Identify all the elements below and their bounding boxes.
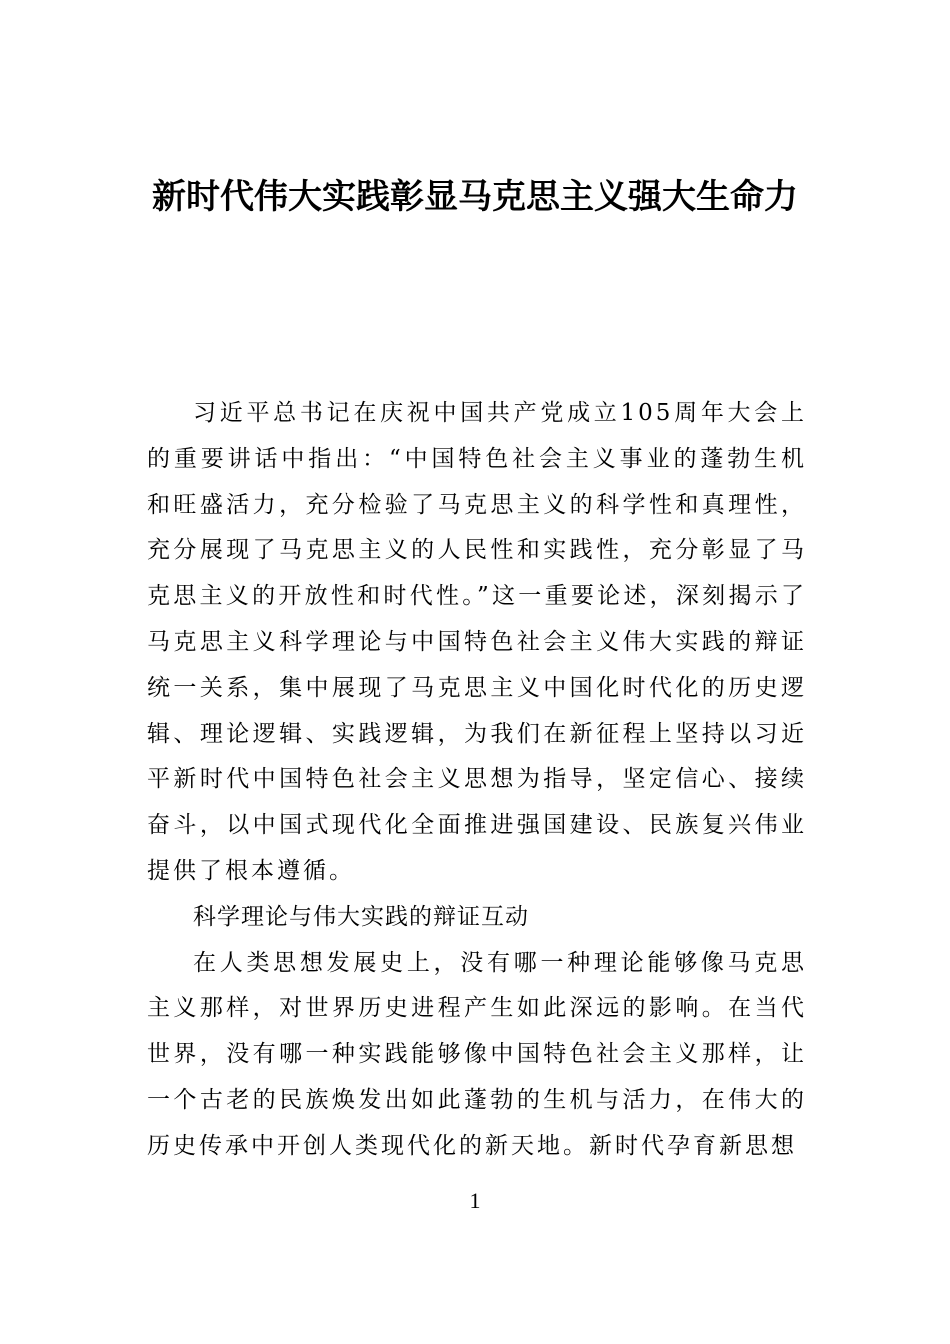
section-heading: 科学理论与伟大实践的辩证互动	[193, 903, 529, 930]
paragraph-section-1: 在人类思想发展史上，没有哪一种理论能够像马克思主义那样，对世界历史进程产生如此深远的影响。在当代世界，没有哪一种实践能够像中国特色社会主义那样，让一个古老的民族焕发出如此蓬勃的生机与活力，在伟大的历史传承中开创人类现代化的新天地。新时代孕育新思想	[147, 949, 807, 1159]
document-title: 新时代伟大实践彰显马克思主义强大生命力	[152, 177, 798, 217]
paragraph-intro: 习近平总书记在庆祝中国共产党成立105周年大会上的重要讲话中指出：“中国特色社会主义事业的蓬勃生机和旺盛活力，充分检验了马克思主义的科学性和真理性，充分展现了马克思主义的人民性和实践性，充分彰显了马克思主义的开放性和时代性。”这一重要论述，深刻揭示了马克思主义科学理论与中国特色社会主义伟大实践的辩证统一关系，集中展现了马克思主义中国化时代化的历史逻辑、理论逻辑、实践逻辑，为我们在新征程上坚持以习近平新时代中国特色社会主义思想为指导，坚定信心、接续奋斗，以中国式现代化全面推进强国建设、民族复兴伟业提供了根本遵循。	[147, 400, 807, 884]
page-number: 1	[469, 1188, 481, 1213]
document-body	[147, 391, 807, 1170]
